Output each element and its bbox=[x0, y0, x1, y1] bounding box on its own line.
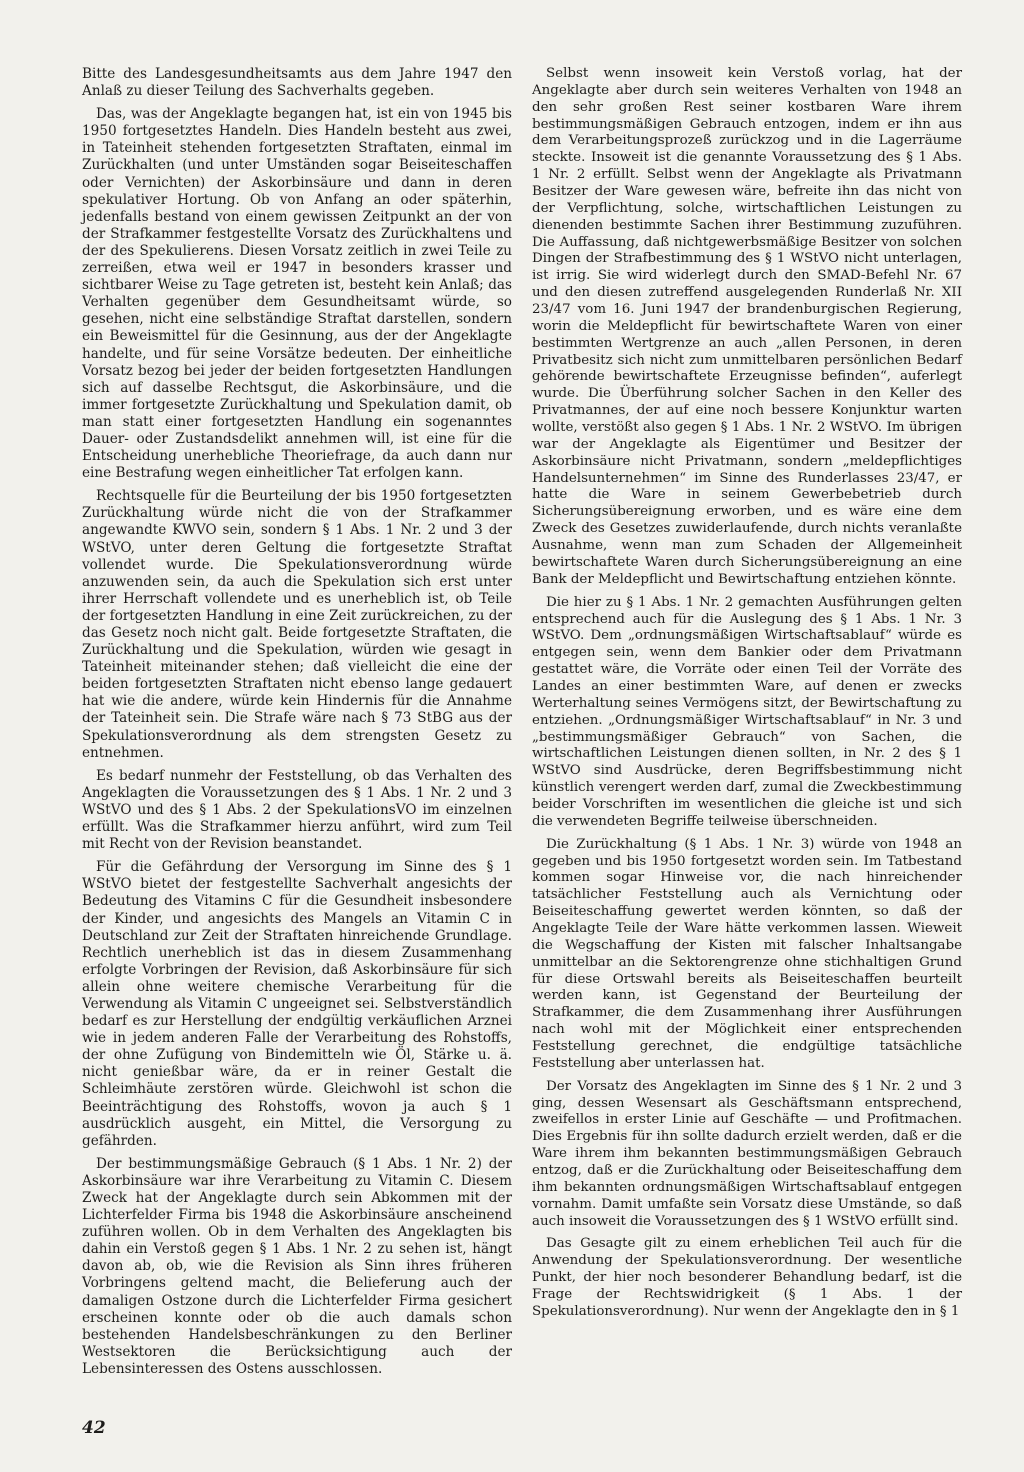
paragraph: Die Zurückhaltung (§ 1 Abs. 1 Nr. 3) würde von 1948 an gegeben und bis 1950 fortgesetzt worden sein. Im Tatbestand kommen sogar Hinweise vor, die nach hinreichender tatsächlicher Feststellung auch als Vernichtung oder Beiseiteschaffung gewertet werden könnten, so daß der Angeklagte Teile der Ware hätte verkommen lassen. Wieweit die Wegschaffung der Kisten mit falscher Inhaltsangabe unmittelbar an die Sektorengrenze ohne stichhaltigen Grund für diese Ortswahl bereits als Beiseiteschaffen beurteilt werden kann, ist Gegenstand der Beurteilung der Strafkammer, die dem Zusammenhang ihrer Ausführungen nach wohl mit der Möglichkeit einer entsprechenden Feststellung gerechnet, die endgültige tatsächliche Feststellung aber unterlassen hat. bbox=[532, 836, 962, 1071]
paragraph: Bitte des Landesgesundheitsamts aus dem Jahre 1947 den Anlaß zu dieser Teilung des Sachverhalts gegeben. bbox=[82, 66, 512, 100]
paragraph: Es bedarf nunmehr der Feststellung, ob das Verhalten des Angeklagten die Voraussetzungen des § 1 Abs. 1 Nr. 2 und 3 WStVO und des § 1 Abs. 2 der SpekulationsVO im einzelnen erfüllt. Was die Strafkammer hierzu anführt, wird zum Teil mit Recht von der Revision beanstandet. bbox=[82, 767, 512, 853]
paragraph: Das, was der Angeklagte begangen hat, ist ein von 1945 bis 1950 fortgesetztes Handeln. Dies Handeln besteht aus zwei, in Tateinheit stehenden fortgesetzten Straftaten, einmal im Zurückhalten (und unter Umständen sogar Beiseiteschaffen oder Vernichten) der Askorbinsäure und dann in deren spekulativer Hortung. Ob von Anfang an oder späterhin, jedenfalls bestand von einem gewissen Zeitpunkt an der von der Strafkammer festgestellte Vorsatz des Zurückhaltens und der des Spekulierens. Diesen Vorsatz zeitlich in zwei Teile zu zerreißen, etwa weil er 1947 in besonders krasser und sichtbarer Weise zu Tage getreten ist, besteht kein Anlaß; das Verhalten gegenüber dem Gesundheitsamt würde, so gesehen, nicht eine selbständige Straftat darstellen, sondern ein Beweismittel für die Gesinnung, aus der der Angeklagte handelte, und für seine Vorsätze bedeuten. Der einheitliche Vorsatz bezog bei jeder der beiden fortgesetzten Handlungen sich auf dasselbe Rechtsgut, die Askorbinsäure, und die immer fortgesetzte Zurückhaltung und Spekulation damit, ob man statt einer fortgesetzten Handlung ein sogenanntes Dauer- oder Zustandsdelikt annehmen will, ist eine für die Entscheidung unerhebliche Theoriefrage, da auch dann nur eine Bestrafung wegen einheitlicher Tat erfolgen kann. bbox=[82, 106, 512, 482]
left-column bbox=[82, 66, 512, 1384]
paragraph: Selbst wenn insoweit kein Verstoß vorlag, hat der Angeklagte aber durch sein weiteres Verhalten von 1948 an den sehr großen Rest seiner kostbaren Ware ihrem bestimmungsmäßigen Gebrauch entzogen, indem er ihn aus dem Verarbeitungsprozeß zurückzog und in die Lagerräume steckte. Insoweit ist die genannte Voraussetzung des § 1 Abs. 1 Nr. 2 erfüllt. Selbst wenn der Angeklagte als Privatmann Besitzer der Ware gewesen wäre, befreite ihn das nicht von der Verpflichtung, solche, wirtschaftlichen Leistungen zu dienenden bestimmte Sachen ihrer Bestimmung zuzuführen. Die Auffassung, daß nichtgewerbsmäßige Besitzer von solchen Dingen der Strafbestimmung des § 1 WStVO nicht unterlagen, ist irrig. Sie wird widerlegt durch den SMAD-Befehl Nr. 67 und den diesen zutreffend ausgelegenden Runderlaß Nr. XII 23/47 vom 16. Juni 1947 der brandenburgischen Regierung, worin die Meldepflicht für bewirtschaftete Waren von einer bestimmten Wertgrenze an auch „allen Personen, in deren Privatbesitz sich nicht zum unmittelbaren persönlichen Bedarf gehörende bewirtschaftete Erzeugnisse befinden“, auferlegt wurde. Die Überführung solcher Sachen in den Keller des Privatmannes, der auf eine noch bessere Konjunktur warten wollte, verstößt also gegen § 1 Abs. 1 Nr. 2 WStVO. Im übrigen war der Angeklagte als Eigentümer und Besitzer der Askorbinsäure nicht Privatmann, sondern „meldepflichtiges Handelsunternehmen“ im Sinne des Runderlasses 23/47, er hatte die Ware in seinem Gewerbebetrieb durch Sicherungsübereignung erworben, und es wäre eine dem Zweck des Gesetzes zuwiderlaufende, durch nichts veranlaßte Ausnahme, wenn man zum Schaden der Allgemeinheit bewirtschaftete Waren durch Sicherungsübereignung an eine Bank der Meldepflicht und Bewirtschaftung entziehen könnte. bbox=[532, 66, 962, 587]
paragraph: Der bestimmungsmäßige Gebrauch (§ 1 Abs. 1 Nr. 2) der Askorbinsäure war ihre Verarbeitung zu Vitamin C. Diesem Zweck hat der Angeklagte durch sein Abkommen mit der Lichterfelder Firma bis 1948 die Askorbinsäure anscheinend zuführen wollen. Ob in dem Verhalten des Angeklagten bis dahin ein Verstoß gegen § 1 Abs. 1 Nr. 2 zu sehen ist, hängt davon ab, ob, wie die Revision als Sinn ihres früheren Vorbringens geltend macht, die Belieferung auch der damaligen Ostzone durch die Lichterfelder Firma gesichert erscheinen konnte oder ob die auch damals schon bestehenden Handelsbeschränkungen zu den Berliner Westsektoren die Berücksichtigung auch der Lebensinteressen des Ostens ausschlossen. bbox=[82, 1155, 512, 1377]
paragraph: Die hier zu § 1 Abs. 1 Nr. 2 gemachten Ausführungen gelten entsprechend auch für die Auslegung des § 1 Abs. 1 Nr. 3 WStVO. Dem „ordnungsmäßigen Wirtschaftsablauf“ würde es entgegen sein, wenn dem Bankier oder dem Privatmann gestattet wäre, die Vorräte oder einen Teil der Vorräte des Landes an einer bestimmten Ware, auf denen er zwecks Werterhaltung seines Vermögens sitzt, der Bewirtschaftung zu entziehen. „Ordnungsmäßiger Wirtschaftsablauf“ in Nr. 3 und „bestimmungsmäßiger Gebrauch“ von Sachen, die wirtschaftlichen Leistungen dienen sollten, in Nr. 2 des § 1 WStVO sind Ausdrücke, deren Begriffsbestimmung nicht künstlich verengert werden darf, zumal die Zweckbestimmung beider Vorschriften im wesentlichen die gleiche ist und sich die verwendeten Begriffe teilweise überschneiden. bbox=[532, 594, 962, 829]
paragraph: Der Vorsatz des Angeklagten im Sinne des § 1 Nr. 2 und 3 ging, dessen Wesensart als Geschäftsmann entsprechend, zweifellos in erster Linie auf Geschäfte — und Profitmachen. Dies Ergebnis für ihn sollte dadurch erzielt werden, daß er die Ware ihrem ihm bekannten bestimmungsmäßigen Gebrauch entzog, daß er die Zurückhaltung oder Beiseiteschaffung dem ihm bekannten ordnungsmäßigen Wirtschaftsablauf entgegen vornahm. Damit umfaßte sein Vorsatz diese Umstände, so daß auch insoweit die Voraussetzungen des § 1 WStVO erfüllt sind. bbox=[532, 1078, 962, 1229]
right-column bbox=[532, 66, 962, 1327]
page-number: 42 bbox=[82, 1418, 106, 1438]
paragraph: Für die Gefährdung der Versorgung im Sinne des § 1 WStVO bietet der festgestellte Sachverhalt angesichts der Bedeutung des Vitamins C für die Gesundheit insbesondere der Kinder, und angesichts des Mangels an Vitamin C in Deutschland zur Zeit der Straftaten hinreichende Grundlage. Rechtlich unerheblich ist das in diesem Zusammenhang erfolgte Vorbringen der Revision, daß Askorbinsäure für sich allein ohne weitere chemische Verarbeitung für die Verwendung als Vitamin C ungeeignet sei. Selbstverständlich bedarf es zur Herstellung der endgültig verkäuflichen Arznei wie in jedem anderen Falle der Verarbeitung des Rohstoffs, der ohne Zufügung von Bindemitteln wie Öl, Stärke u. ä. nicht genießbar wäre, da er in reiner Gestalt die Schleimhäute zerstören würde. Gleichwohl ist schon die Beeinträchtigung des Rohstoffs, wovon ja auch § 1 ausdrücklich ausgeht, ein Mittel, die Versorgung zu gefährden. bbox=[82, 859, 512, 1149]
paragraph: Das Gesagte gilt zu einem erheblichen Teil auch für die Anwendung der Spekulationsverordnung. Der wesentliche Punkt, der hier noch besonderer Behandlung bedarf, ist die Frage der Rechtswidrigkeit (§ 1 Abs. 1 der Spekulationsverordnung). Nur wenn der Angeklagte den in § 1 bbox=[532, 1236, 962, 1319]
paragraph: Rechtsquelle für die Beurteilung der bis 1950 fortgesetzten Zurückhaltung würde nicht die von der Strafkammer angewandte KWVO sein, sondern § 1 Abs. 1 Nr. 2 und 3 der WStVO, unter deren Geltung die fortgesetzte Straftat vollendet wurde. Die Spekulationsverordnung würde anzuwenden sein, da auch die Spekulation sich erst unter ihrer Herrschaft vollendete und es unerheblich ist, ob Teile der fortgesetzten Handlung in eine Zeit zurückreichen, zu der das Gesetz noch nicht galt. Beide fortgesetzte Straftaten, die Zurückhaltung und die Spekulation, würden wie gesagt in Tateinheit miteinander stehen; daß vielleicht die eine der beiden fortgesetzten Straftaten nicht ebenso lange gedauert hat wie die andere, würde kein Hindernis für die Annahme der Tateinheit sein. Die Strafe wäre nach § 73 StBG aus der Spekulationsverordnung als dem strengsten Gesetz zu entnehmen. bbox=[82, 488, 512, 761]
